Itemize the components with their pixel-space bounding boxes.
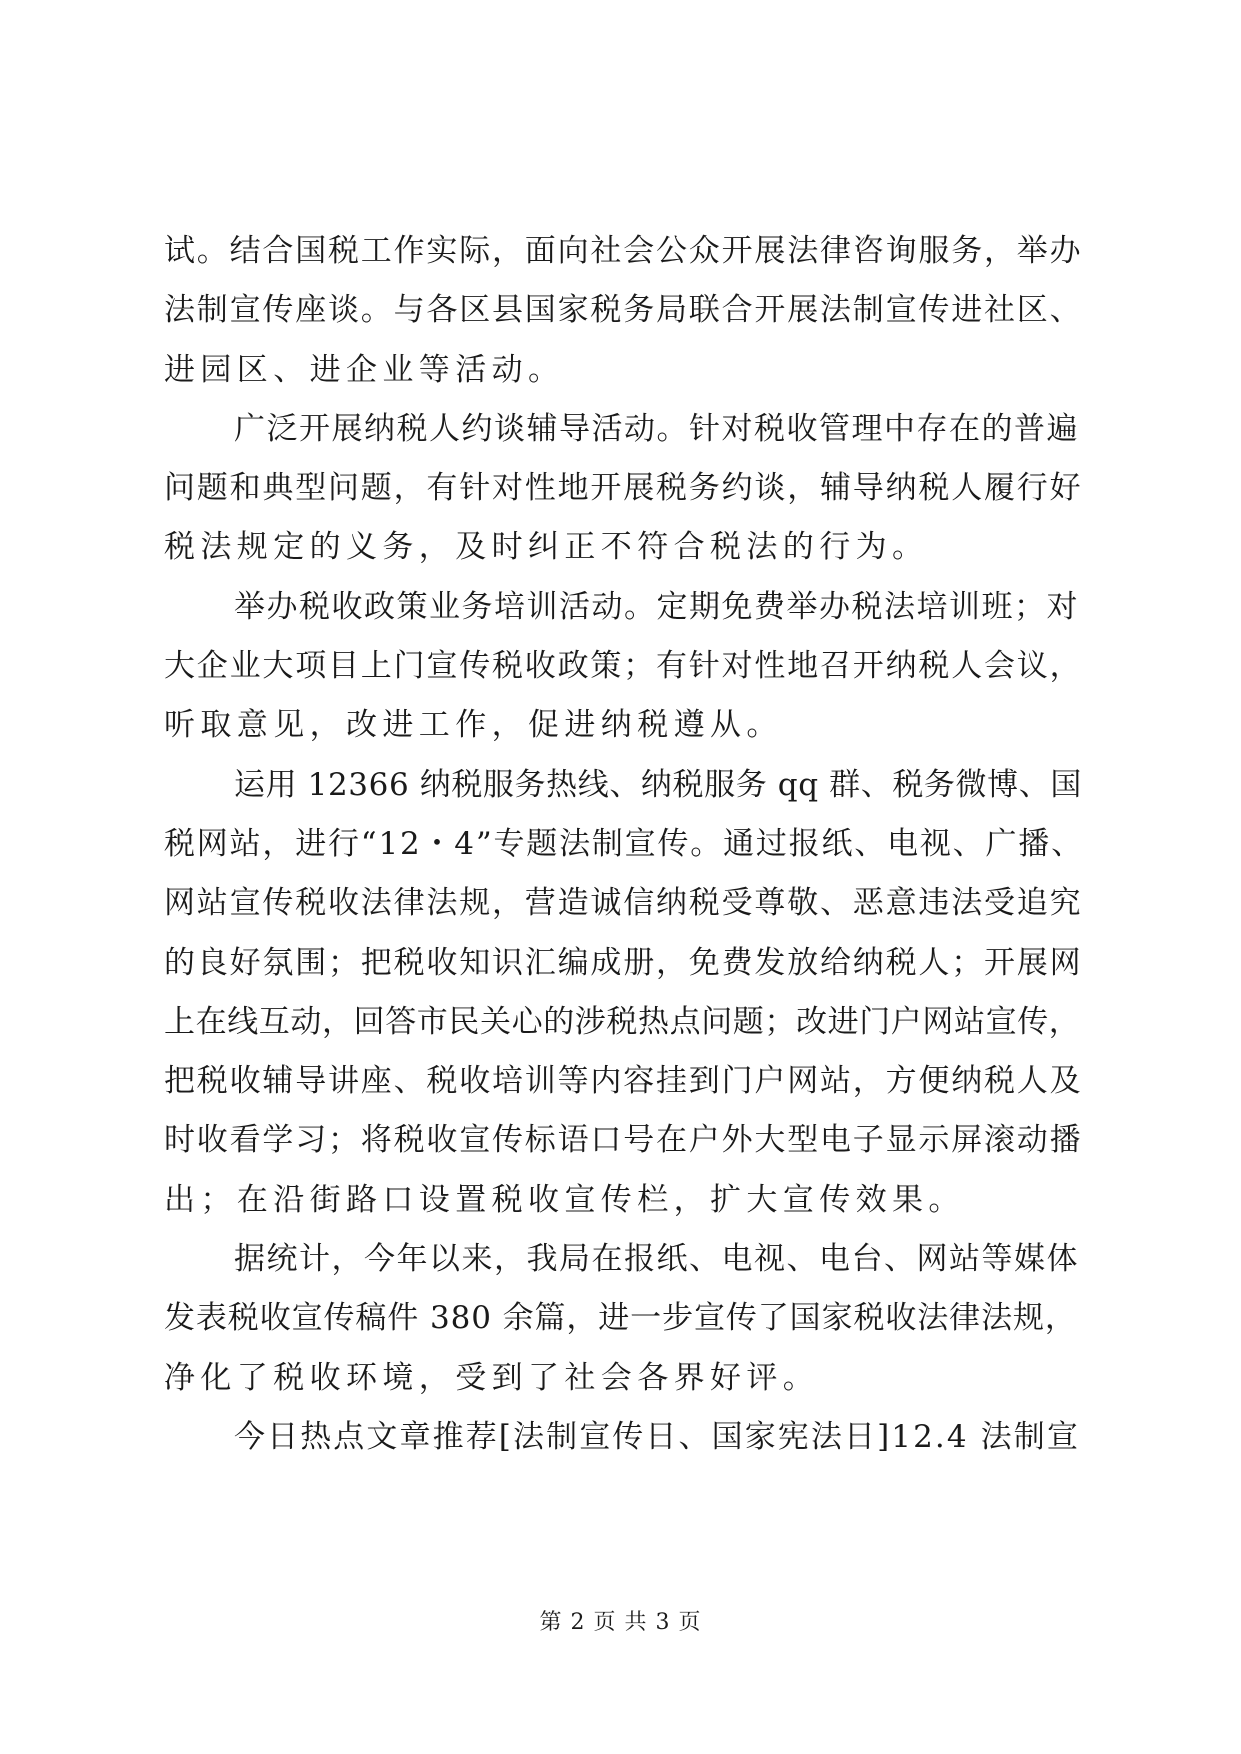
- page-footer: 第 2 页 共 3 页: [539, 1610, 702, 1635]
- text-line: 大企业大项目上门宣传税收政策；有针对性地召开纳税人会议，: [164, 648, 1083, 685]
- text-line: 试。结合国税工作实际，面向社会公众开展法律咨询服务，举办: [164, 233, 1083, 269]
- text-line: 今日热点文章推荐[法制宣传日、国家宪法日]12.4 法制宣: [234, 1418, 1080, 1455]
- text-line: 净化了税收环境，受到了社会各界好评。: [164, 1359, 820, 1396]
- text-line: 把税收辅导讲座、税收培训等内容挂到门户网站，方便纳税人及: [164, 1063, 1083, 1100]
- text-line: 的良好氛围；把税收知识汇编成册，免费发放给纳税人；开展网: [164, 944, 1083, 981]
- document-body: [164, 222, 1084, 1467]
- text-line: 举办税收政策业务培训活动。定期免费举办税法培训班；对: [234, 588, 1079, 625]
- text-line: 税网站，进行“12・4”专题法制宣传。通过报纸、电视、广播、: [164, 825, 1084, 862]
- text-line: 听取意见，改进工作，促进纳税遵从。: [164, 707, 783, 744]
- text-line: 问题和典型问题，有针对性地开展税务约谈，辅导纳税人履行好: [164, 470, 1083, 507]
- text-line: 法制宣传座谈。与各区县国家税务局联合开展法制宣传进社区、: [164, 292, 1083, 329]
- text-line: 进园区、进企业等活动。: [164, 351, 565, 388]
- text-line: 据统计，今年以来，我局在报纸、电视、电台、网站等媒体: [234, 1241, 1079, 1278]
- text-line: 时收看学习；将税收宣传标语口号在户外大型电子显示屏滚动播: [164, 1122, 1083, 1159]
- text-line: 税法规定的义务，及时纠正不符合税法的行为。: [164, 529, 929, 566]
- text-line: 发表税收宣传稿件 380 余篇，进一步宣传了国家税收法律法规，: [164, 1300, 1077, 1337]
- text-line: 广泛开展纳税人约谈辅导活动。针对税收管理中存在的普遍: [234, 410, 1079, 447]
- text-line: 运用 12366 纳税服务热线、纳税服务 qq 群、税务微博、国: [234, 766, 1082, 803]
- text-line: 网站宣传税收法律法规，营造诚信纳税受尊敬、恶意违法受追究: [164, 885, 1083, 922]
- text-line: 上在线互动，回答市民关心的涉税热点问题；改进门户网站宣传，: [164, 1003, 1081, 1040]
- text-line: 出；在沿街路口设置税收宣传栏，扩大宣传效果。: [164, 1181, 965, 1218]
